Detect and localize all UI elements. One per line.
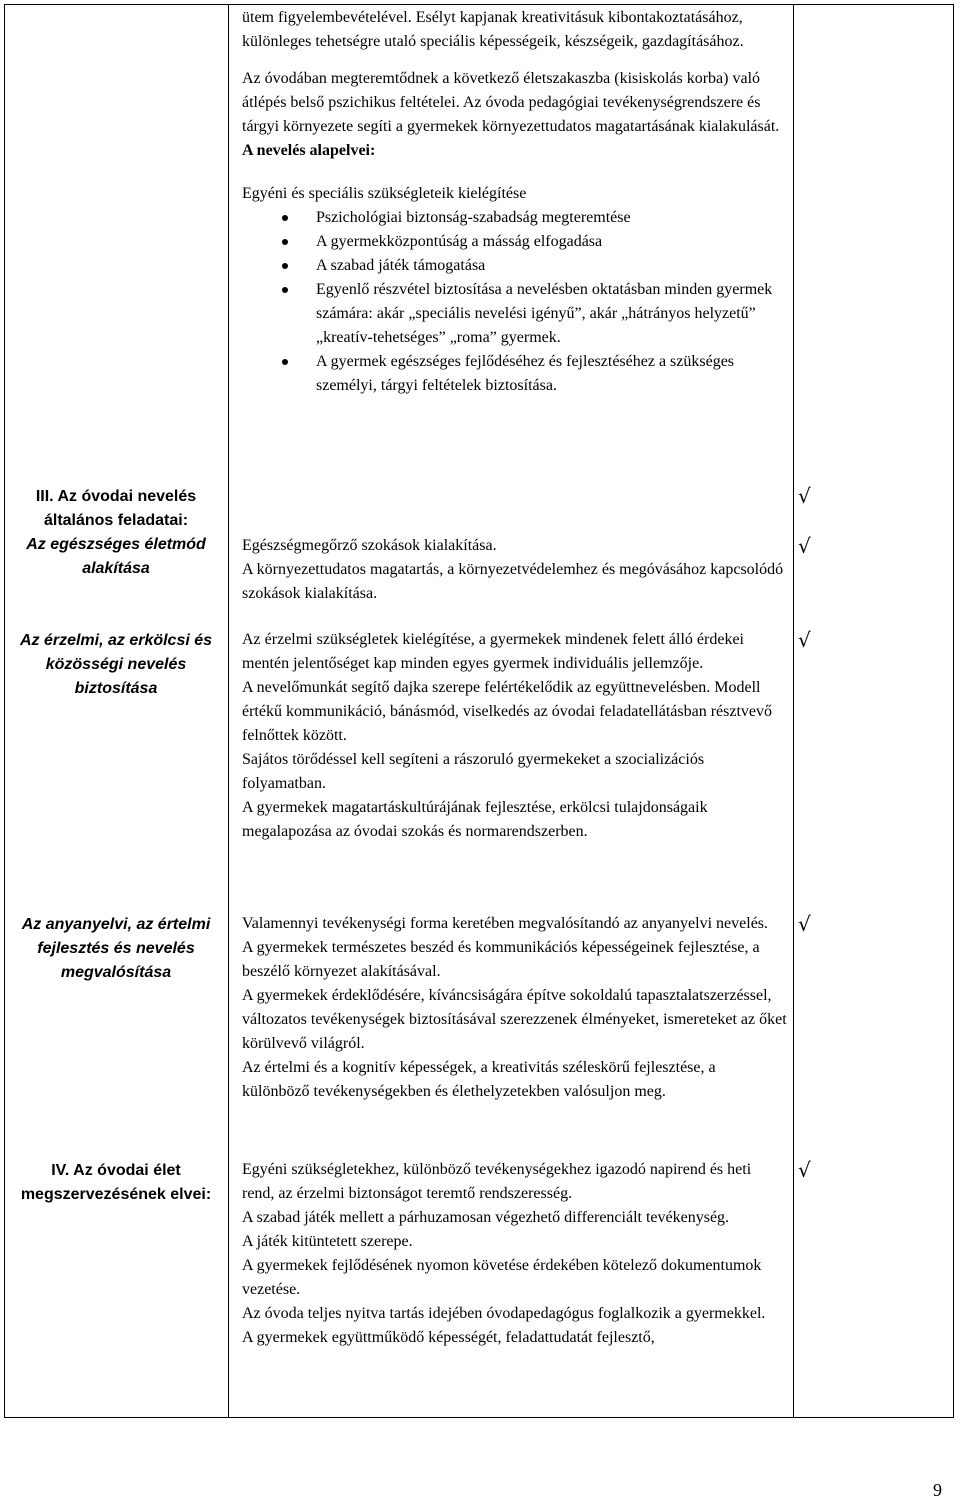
language-paragraph: A gyermekek természetes beszéd és kommunikációs képességeinek fejlesztése, a beszélő környezet alakításával. <box>242 939 760 980</box>
check-mark-icon: √ <box>798 1158 811 1182</box>
principles-subheading: Egyéni és speciális szükségleteik kielégítése <box>242 185 527 202</box>
principle-item: A gyermekközpontúság a másság elfogadása <box>242 230 787 254</box>
language-paragraph: Valamennyi tevékenységi forma keretében megvalósítandó az anyanyelvi nevelés. <box>242 915 769 932</box>
check-mark-icon: √ <box>798 912 811 936</box>
health-paragraph: A környezettudatos magatartás, a környezetvédelemhez és megóvásához kapcsolódó szokások kialakítása. <box>242 561 784 602</box>
language-paragraph: Az értelmi és a kognitív képességek, a kreativitás széleskörű fejlesztése, a különböző tevékenységekben és élethelyzetekben valósuljon meg. <box>242 1059 716 1100</box>
organization-paragraph: Egyéni szükségletekhez, különböző tevékenységekhez igazodó napirend és heti rend, az érzelmi biztonságot teremtő rendszeresség. <box>242 1161 752 1202</box>
organization-block <box>242 1158 787 1350</box>
emotional-paragraph: A gyermekek magatartáskultúrájának fejlesztése, erkölcsi tulajdonságaik megalapozása az óvodai szokás és normarendszerben. <box>242 799 708 840</box>
check-mark-icon: √ <box>798 534 811 558</box>
section4-title: IV. Az óvodai élet megszervezésének elvei: <box>20 1162 212 1203</box>
intro-paragraph-1: ütem figyelembevételével. Esélyt kapjanak kreativitásuk kibontakoztatásához, különleges tehetségre utaló speciális képességeik, készségeik, gazdagításához. <box>242 9 744 50</box>
language-title-block <box>6 913 226 985</box>
health-block <box>242 534 787 606</box>
organization-paragraph: A gyermekek fejlődésének nyomon követése érdekében kötelező dokumentumok vezetése. <box>242 1257 762 1298</box>
organization-paragraph: Az óvoda teljes nyitva tartás idejében óvodapedagógus foglalkozik a gyermekkel. <box>242 1305 766 1322</box>
organization-paragraph: A gyermekek együttműködő képességét, feladattudatát fejlesztő, <box>242 1329 655 1346</box>
check-mark-icon: √ <box>798 484 811 508</box>
health-title: Az egészséges életmód alakítása <box>26 536 206 577</box>
principles-list <box>242 206 787 398</box>
emotional-paragraph: Az érzelmi szükségletek kielégítése, a gyermekek mindenek felett álló érdekei mentén jelentőséget kap minden egyes gyermek individuális jellemzője. <box>242 631 744 672</box>
page-number: 9 <box>933 1480 942 1500</box>
principle-item: Egyenlő részvétel biztosítása a nevelésben oktatásban minden gyermek számára: akár „speciális nevelési igényű”, akár „hátrányos helyzetű” „kreatív-tehetséges” „roma” gyermek. <box>242 278 787 350</box>
intro-paragraph-2: Az óvodában megteremtődnek a következő életszakaszba (kisiskolás korba) való átlépés belső pszichikus feltételei. Az óvoda pedagógiai tevékenységrendszere és tárgyi környezete segíti a gyermekek környezettudatos magatartásának kialakulását. <box>242 70 780 135</box>
section4-heading-block <box>6 1159 226 1207</box>
language-block <box>242 912 787 1104</box>
health-paragraph: Egészségmegőrző szokások kialakítása. <box>242 537 497 554</box>
language-paragraph: A gyermekek érdeklődésére, kíváncsiságára építve sokoldalú tapasztalatszerzéssel, változatos tevékenységek biztosításával szerezzenek élményeket, ismereteket az őket körülvevő világról. <box>242 987 787 1052</box>
section3-title: III. Az óvodai nevelés általános feladatai: <box>35 488 197 529</box>
emotional-paragraph: Sajátos törődéssel kell segíteni a rászoruló gyermekeket a szocializációs folyamatban. <box>242 751 705 792</box>
emotional-paragraph: A nevelőmunkát segítő dajka szerepe felértékelődik az együttnevelésben. Modell értékű kommunikáció, bánásmód, viselkedés az óvodai feladatellátásban résztvevő felnőttek között. <box>242 679 773 744</box>
language-title: Az anyanyelvi, az értelmi fejlesztés és nevelés megvalósítása <box>21 916 211 981</box>
principle-item: A szabad játék támogatása <box>242 254 787 278</box>
column-divider-right <box>793 4 794 1418</box>
organization-paragraph: A játék kitüntetett szerepe. <box>242 1233 413 1250</box>
intro-block <box>242 6 787 398</box>
principle-item: Pszichológiai biztonság-szabadság megteremtése <box>242 206 787 230</box>
emotional-block <box>242 628 787 844</box>
principle-item: A gyermek egészséges fejlődéséhez és fejlesztéséhez a szükséges személyi, tárgyi feltételek biztosítása. <box>242 350 787 398</box>
emotional-title-block <box>6 629 226 701</box>
emotional-title: Az érzelmi, az erkölcsi és közösségi nevelés biztosítása <box>19 632 213 697</box>
column-divider-left <box>228 4 229 1418</box>
section3-heading-block <box>6 485 226 581</box>
check-mark-icon: √ <box>798 628 811 652</box>
organization-paragraph: A szabad játék mellett a párhuzamosan végezhető differenciált tevékenység. <box>242 1209 730 1226</box>
principles-heading: A nevelés alapelvei: <box>242 142 376 159</box>
